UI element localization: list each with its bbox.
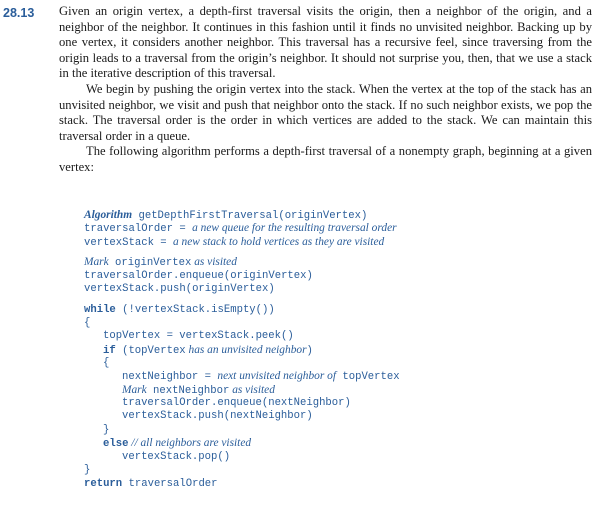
code-description: as visited xyxy=(191,256,237,269)
code-op: ( xyxy=(115,344,129,357)
code-line-push-origin: vertexStack.push(originVertex) xyxy=(84,282,275,295)
code-line-brace-open: { xyxy=(84,316,91,329)
code-var: originVertex xyxy=(108,257,192,270)
code-op: ) xyxy=(306,344,313,357)
algorithm-signature: getDepthFirstTraversal(originVertex) xyxy=(132,210,368,222)
else-keyword: else xyxy=(103,438,129,451)
code-line-enqueue-origin: traversalOrder.enqueue(originVertex) xyxy=(84,269,313,282)
prose-text xyxy=(59,4,592,176)
code-description: Mark xyxy=(84,256,109,269)
code-line-else xyxy=(84,437,400,450)
paragraph-1: Given an origin vertex, a depth-first traversal visits the origin, then a neighbor of the origin, and a neighbor of the neighbor. It continues in this fashion until it finds no unvisited neighbor. Backing up by one vertex, it considers another neighbor. This traversal has a recursive feel, since traversing from the origin leads to a traversal from the origin’s neighbor. It should not surprise you, then, that we use a stack in the iterative description of this traversal. xyxy=(59,4,592,81)
code-line-mark-neighbor xyxy=(84,384,400,397)
code-var: nextNeighbor xyxy=(122,371,199,384)
code-line-enqueue-neighbor: traversalOrder.enqueue(nextNeighbor) xyxy=(122,397,351,410)
code-op: = xyxy=(198,371,218,384)
code-line-next-neighbor xyxy=(84,370,400,383)
code-var: nextNeighbor xyxy=(146,384,230,397)
code-line-signature xyxy=(84,209,400,222)
code-description: as visited xyxy=(229,383,275,396)
code-line-return xyxy=(84,477,400,490)
code-condition: (!vertexStack.isEmpty()) xyxy=(115,304,275,317)
return-keyword: return xyxy=(84,478,123,491)
code-op: = xyxy=(153,236,174,249)
code-line-pop: vertexStack.pop() xyxy=(122,450,231,463)
code-line-while xyxy=(84,303,400,316)
section-number: 28.13 xyxy=(3,6,35,20)
code-line-brace-close: } xyxy=(84,464,91,477)
code-line-stack-init xyxy=(84,236,400,249)
code-var: topVertex xyxy=(128,344,186,357)
code-line-inner-brace-close: } xyxy=(103,423,110,436)
if-keyword: if xyxy=(103,344,116,357)
code-description: a new stack to hold vertices as they are visited xyxy=(173,235,385,248)
code-description: Mark xyxy=(122,383,147,396)
while-keyword: while xyxy=(84,304,116,317)
code-var: vertexStack xyxy=(84,236,154,249)
code-description: a new queue for the resulting traversal order xyxy=(192,222,397,235)
code-comment: // all neighbors are visited xyxy=(128,437,252,450)
code-op: = xyxy=(173,223,193,236)
code-description: next unvisited neighbor of xyxy=(217,370,337,383)
algorithm-listing xyxy=(84,209,400,491)
code-line-if xyxy=(84,344,400,357)
paragraph-3: The following algorithm performs a depth-first traversal of a nonempty graph, beginning at a given vertex: xyxy=(59,144,592,174)
code-var: traversalOrder xyxy=(84,223,174,236)
code-line-inner-brace-open: { xyxy=(103,356,110,369)
code-line-push-neighbor: vertexStack.push(nextNeighbor) xyxy=(122,410,313,423)
code-var: topVertex xyxy=(336,371,400,384)
code-line-order-init xyxy=(84,222,400,235)
algorithm-keyword: Algorithm xyxy=(84,209,133,221)
paragraph-2: We begin by pushing the origin vertex into the stack. When the vertex at the top of the stack has an unvisited neighbor, we visit and push that neighbor onto the stack. If no such neighbor exists, we pop the stack. The traversal order is the order in which vertices are added to the stack. We can maintain this traversal order in a queue. xyxy=(59,81,592,143)
code-line-peek: topVertex = vertexStack.peek() xyxy=(103,330,294,343)
code-description: has an unvisited neighbor xyxy=(185,343,307,356)
code-line-mark-origin xyxy=(84,256,400,269)
code-var: traversalOrder xyxy=(122,478,218,491)
